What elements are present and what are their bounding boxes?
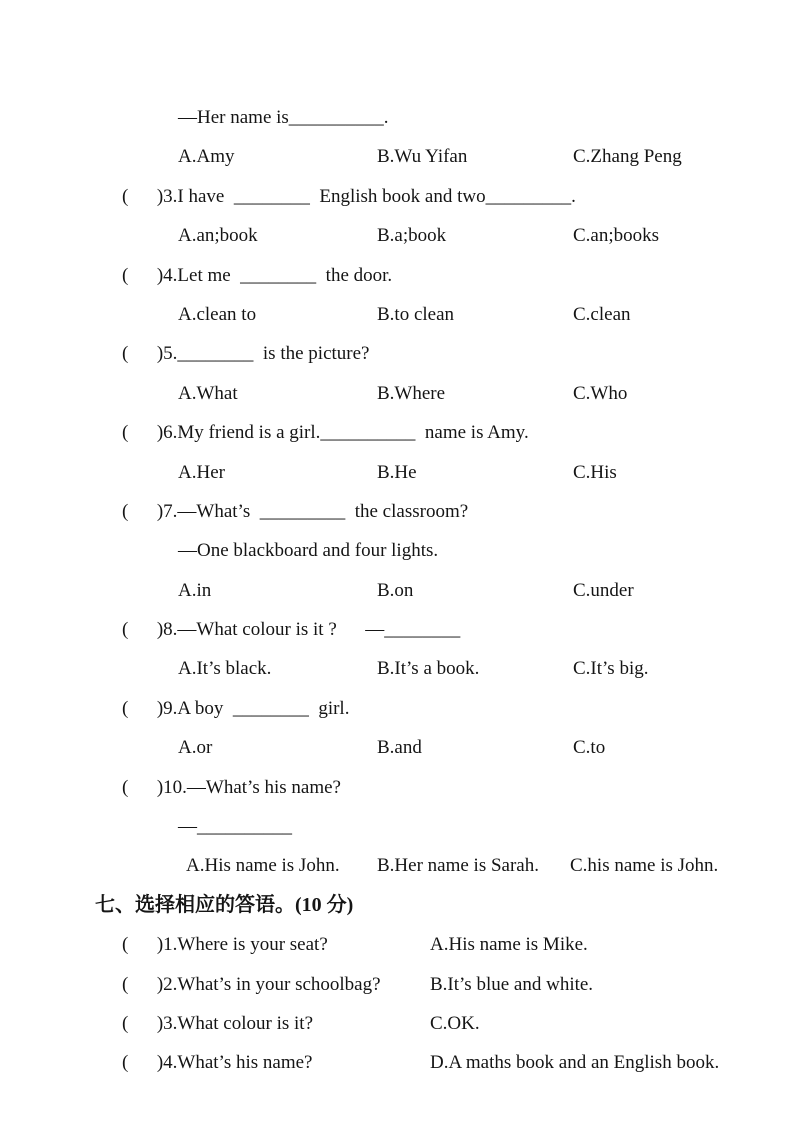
q3-option-a: A.an;book [178,225,258,247]
match-1-question: ( )1.Where is your seat? [122,934,328,956]
q5-option-a: A.What [178,382,238,404]
q10-stem-text: ( )10.—What’s his name? [122,776,341,798]
q10-stem [0,768,793,807]
match-row-4 [0,1043,793,1082]
q7-option-a: A.in [178,579,212,601]
q6-stem-text: ( )6.My friend is a girl.__________ name is Amy. [122,422,529,444]
match-3-question: ( )3.What colour is it? [122,1012,314,1034]
q10-option-b: B.Her name is Sarah. [377,855,539,877]
match-4-question: ( )4.What’s his name? [122,1052,313,1074]
q4-option-a: A.clean to [178,303,257,325]
q4-stem [0,256,793,295]
q3-option-c: C.an;books [573,225,660,247]
q7-option-c: C.under [573,579,634,601]
q5-stem-text: ( )5.________ is the picture? [122,343,370,365]
q6-option-b: B.He [377,461,417,483]
q7-options-row [0,571,793,610]
q7-reply-line [0,531,793,570]
q10-options-row [0,846,793,885]
q6-stem [0,413,793,452]
q7-stem-text: ( )7.—What’s _________ the classroom? [122,500,469,522]
q8-options-row [0,649,793,688]
q2-option-b: B.Wu Yifan [377,146,468,168]
q7-option-b: B.on [377,579,414,601]
match-2-answer: B.It’s blue and white. [430,973,594,995]
q4-option-c: C.clean [573,303,631,325]
q5-option-c: C.Who [573,382,628,404]
q9-stem-text: ( )9.A boy ________ girl. [122,697,350,719]
section7-heading [0,886,793,925]
q3-stem [0,177,793,216]
match-row-3 [0,1004,793,1043]
q6-option-a: A.Her [178,461,225,483]
match-2-question: ( )2.What’s in your schoolbag? [122,973,381,995]
match-row-2 [0,965,793,1004]
q9-stem [0,689,793,728]
q9-options-row [0,728,793,767]
section7-heading-text: 七、选择相应的答语。(10 分) [95,893,354,916]
q7-stem [0,492,793,531]
q9-option-c: C.to [573,737,606,759]
q5-stem [0,334,793,373]
q8-stem [0,610,793,649]
q10-option-c: C.his name is John. [570,855,719,877]
match-4-answer: D.A maths book and an English book. [430,1052,720,1074]
q6-options-row [0,453,793,492]
q8-option-a: A.It’s black. [178,658,272,680]
q8-option-b: B.It’s a book. [377,658,480,680]
q2-options-row [0,137,793,176]
q6-option-c: C.His [573,461,617,483]
q3-options-row [0,216,793,255]
q3-option-b: B.a;book [377,225,447,247]
q4-option-b: B.to clean [377,303,455,325]
q3-stem-text: ( )3.I have ________ English book and two_________. [122,185,576,207]
q5-option-b: B.Where [377,382,446,404]
q8-option-c: C.It’s big. [573,658,649,680]
q2-answer-line [0,98,793,137]
q10-reply-text: —__________ [178,816,292,838]
q10-reply-line [0,807,793,846]
q7-reply-text: —One blackboard and four lights. [178,540,439,562]
q4-options-row [0,295,793,334]
q10-option-a: A.His name is John. [186,855,340,877]
q4-stem-text: ( )4.Let me ________ the door. [122,264,393,286]
match-row-1 [0,925,793,964]
match-1-answer: A.His name is Mike. [430,934,588,956]
q9-option-b: B.and [377,737,422,759]
q2-option-c: C.Zhang Peng [573,146,682,168]
q5-options-row [0,374,793,413]
match-3-answer: C.OK. [430,1012,480,1034]
q9-option-a: A.or [178,737,213,759]
q2-answer-text: —Her name is__________. [178,107,389,128]
q2-option-a: A.Amy [178,146,235,168]
q8-stem-text: ( )8.—What colour is it ? —________ [122,619,461,641]
